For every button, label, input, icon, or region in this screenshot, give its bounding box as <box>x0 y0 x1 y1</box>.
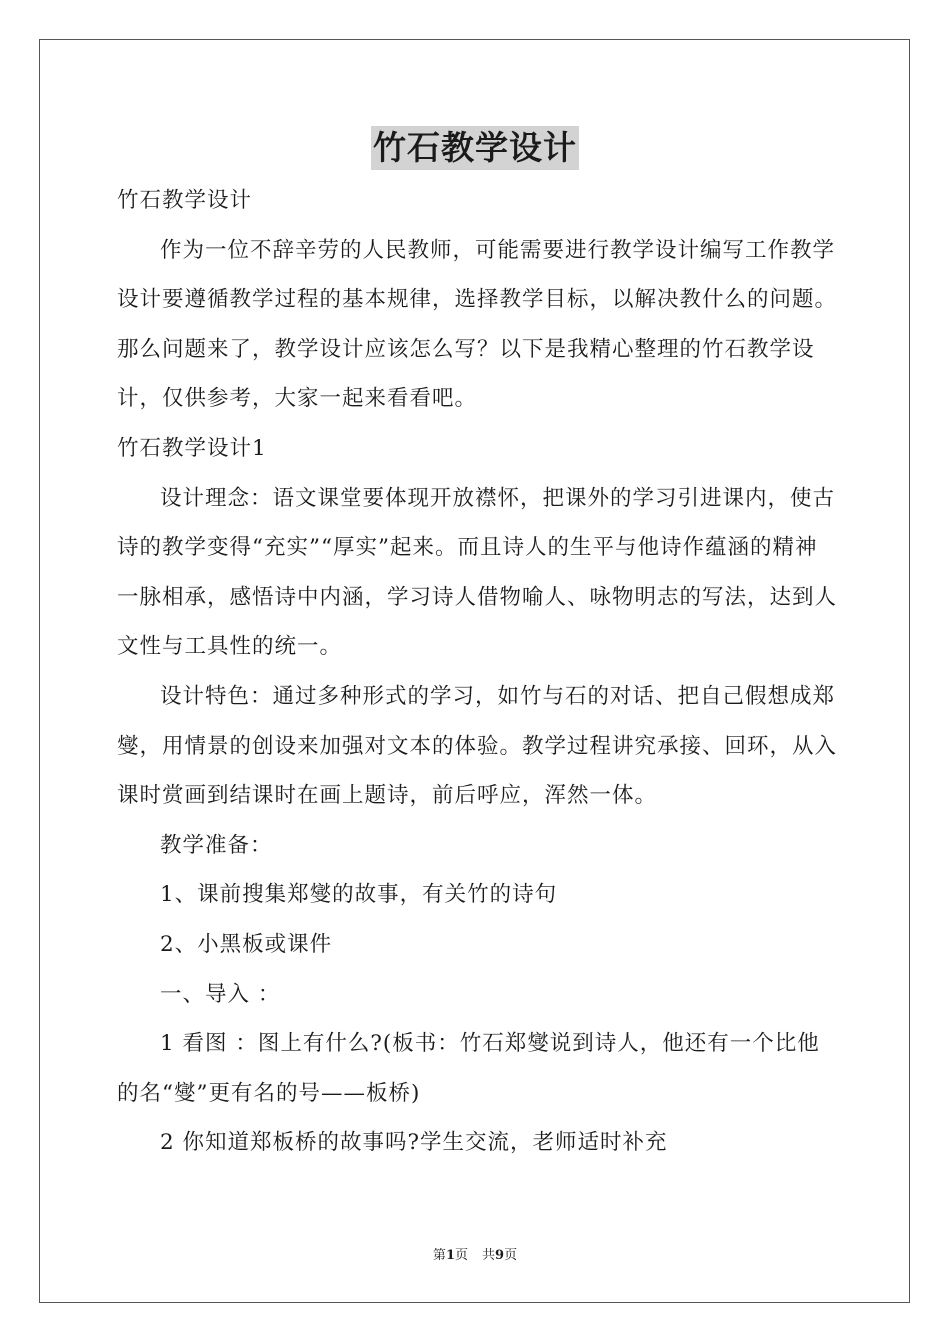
paragraph-prep-item-2: 2、小黑板或课件 <box>160 931 333 957</box>
paragraph-step-1: 1 看图 ：图上有什么?(板书：竹石郑燮说到诗人，他还有一个比他的名“燮”更有名的号——板桥) <box>117 1031 820 1106</box>
paragraph-preparation: 教学准备： <box>160 832 273 858</box>
page-footer <box>0 1246 950 1266</box>
paragraph-step-2: 2 你知道郑板桥的故事吗?学生交流，老师适时补充 <box>160 1130 668 1156</box>
footer-page-total: 9 <box>495 1248 505 1263</box>
paragraph-intro: 作为一位不辞辛劳的人民教师，可能需要进行教学设计编写工作教学设计要遵循教学过程的基本规律，选择教学目标，以解决教什么的问题。那么问题来了，教学设计应该怎么写？以下是我精心整理的竹石教学设计，仅供参考，大家一起来看看吧。 <box>117 237 838 412</box>
paragraph-design-feature: 设计特色：通过多种形式的学习，如竹与石的对话、把自己假想成郑燮，用情景的创设来加强对文本的体验。教学过程讲究承接、回环，从入课时赏画到结课时在画上题诗，前后呼应，浑然一体。 <box>117 683 838 809</box>
paragraph-section-heading: 竹石教学设计1 <box>117 435 267 461</box>
title-container <box>0 126 950 170</box>
paragraph-step-intro: 一、导入 ： <box>160 981 281 1007</box>
document-body <box>117 176 837 1168</box>
footer-page-current: 1 <box>445 1248 455 1263</box>
footer-page-suffix: 页 <box>454 1248 468 1263</box>
footer-page-prefix: 第 <box>432 1248 446 1263</box>
footer-total-suffix: 页 <box>504 1248 518 1263</box>
paragraph-design-concept: 设计理念：语文课堂要体现开放襟怀，把课外的学习引进课内，使古诗的教学变得“充实”“厚实”起来。而且诗人的生平与他诗作蕴涵的精神一脉相承，感悟诗中内涵，学习诗人借物喻人、咏物明志的写法，达到人文性与工具性的统一。 <box>117 485 838 660</box>
footer-total-prefix: 共 <box>482 1248 496 1263</box>
page-title: 竹石教学设计 <box>371 126 579 170</box>
paragraph-prep-item-1: 1、课前搜集郑燮的故事，有关竹的诗句 <box>160 882 558 908</box>
paragraph-heading: 竹石教学设计 <box>117 188 253 213</box>
